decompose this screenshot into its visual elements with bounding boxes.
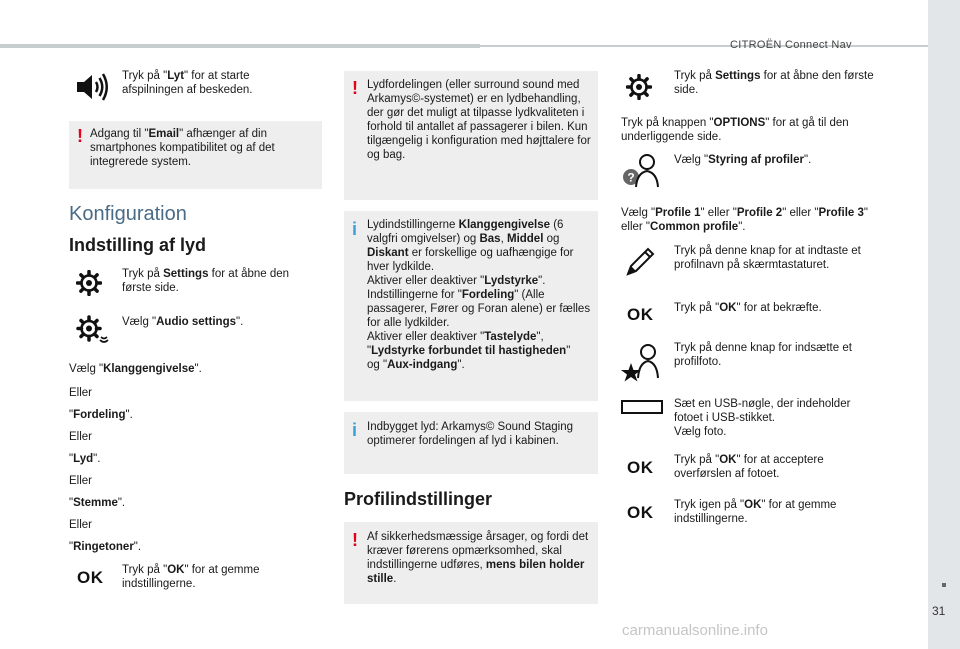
end-marker: [942, 583, 946, 587]
profile-settings-title: Profilindstillinger: [344, 489, 493, 509]
settings-instruction-profile: Tryk på Settings for at åbne den første side.: [674, 70, 874, 96]
settings-instruction: Tryk på Settings for at åbne den første side.: [122, 268, 290, 294]
header-rule-thin: [480, 45, 928, 47]
ok-icon: OK: [627, 503, 654, 522]
profile-photo-icon: [620, 340, 662, 382]
ok-save-again-instruction: Tryk igen på "OK" for at gemme indstillingerne.: [674, 499, 837, 525]
watermark: carmanualsonline.info: [622, 622, 768, 639]
gear-sound-icon: [76, 315, 110, 343]
option-fordeling: "Fordeling".: [69, 409, 133, 421]
eller-4: Eller: [69, 519, 93, 531]
email-warning-text: Adgang til "Email" afhænger af din smartphones kompatibilitet og af det integrerede system.: [90, 128, 275, 168]
lyt-instruction: Tryk på "Lyt" for at starte afspilningen af beskeden.: [122, 70, 253, 96]
ok-icon: OK: [77, 568, 104, 587]
photo-instruction: Tryk på denne knap for indsætte et profilfoto.: [674, 342, 852, 368]
usb-key-icon: [621, 400, 663, 414]
section-title: Konfiguration: [69, 203, 187, 225]
option-ringetoner: "Ringetoner".: [69, 541, 142, 553]
ok-confirm-instruction: Tryk på "OK" for at bekræfte.: [674, 302, 822, 314]
pencil-instruction: Tryk på denne knap for at indtaste et profilnavn på skærmtastaturet.: [674, 245, 861, 271]
arkamys-info-text: Indbygget lyd: Arkamys© Sound Staging optimerer fordelingen af lyd i kabinen.: [367, 421, 574, 447]
page-number: 31: [932, 604, 946, 618]
warning-icon: !: [77, 126, 83, 146]
warning-icon: !: [352, 78, 358, 98]
option-stemme: "Stemme".: [69, 497, 126, 509]
pencil-icon: [624, 244, 658, 278]
warning-icon: !: [352, 530, 358, 550]
ok-icon: OK: [627, 458, 654, 477]
ok-icon: OK: [627, 305, 654, 324]
speaker-icon: [74, 72, 110, 102]
svg-text:?: ?: [627, 170, 635, 185]
info-icon: i: [352, 420, 358, 440]
usb-instruction: Sæt en USB-nøgle, der indeholder fotoet i USB-stikket. Vælg foto.: [674, 398, 851, 438]
info-icon: i: [352, 219, 358, 239]
lydfordeling-warning-text: Lydfordelingen (eller surround sound med Arkamys©-systemet) er en lydbehandling, der gør det muligt at tilpasse lydkvaliteten i forhold til antallet af passagerer i bilen. Kun tilgængelig i konfiguration med højttalere for og bag.: [367, 79, 591, 161]
options-instruction: Tryk på knappen "OPTIONS" for at gå til den underliggende side.: [621, 117, 849, 143]
header-rule: [0, 44, 480, 48]
eller-3: Eller: [69, 475, 93, 487]
eller-2: Eller: [69, 431, 93, 443]
lydindstillinger-info-text: Lydindstillingerne Klanggengivelse (6 valgfri omgivelser) og Bas, Middel og Diskant er forskellige og uafhængige for hver lydkilde. Aktiver eller deaktiver "Lydstyrke". Indstillingerne for "Fordeling" (Alle passagerer, Fører og Foran alene) er fælles for alle lydkilder. Aktiver eller deaktiver "Tastelyde", "Lydstyrke forbundet til hastigheden" og "Aux-indgang".: [367, 219, 591, 371]
option-lyd: "Lyd".: [69, 453, 101, 465]
header-title: CITROËN Connect Nav: [730, 39, 852, 51]
eller-1: Eller: [69, 387, 93, 399]
subsection-title: Indstilling af lyd: [69, 235, 207, 255]
page-sidebar: [928, 0, 960, 649]
ok-save-instruction: Tryk på "OK" for at gemme indstillingerne.: [122, 564, 260, 590]
profile-select-instruction: Vælg "Profile 1" eller "Profile 2" eller "Profile 3" eller "Common profile".: [621, 207, 868, 233]
styring-instruction: Vælg "Styring af profiler".: [674, 154, 812, 166]
gear-icon: [76, 270, 102, 296]
ok-accept-instruction: Tryk på "OK" for at acceptere overførslen af fotoet.: [674, 454, 824, 480]
gear-icon: [626, 74, 652, 100]
select-klanggengivelse: Vælg "Klanggengivelse".: [69, 363, 202, 375]
safety-warning-text: Af sikkerhedsmæssige årsager, og fordi det kræver førerens opmærksomhed, skal indstillingerne udføres, mens bilen holder stille.: [367, 531, 589, 585]
audio-settings-instruction: Vælg "Audio settings".: [122, 316, 244, 328]
profile-help-icon: [620, 152, 662, 190]
